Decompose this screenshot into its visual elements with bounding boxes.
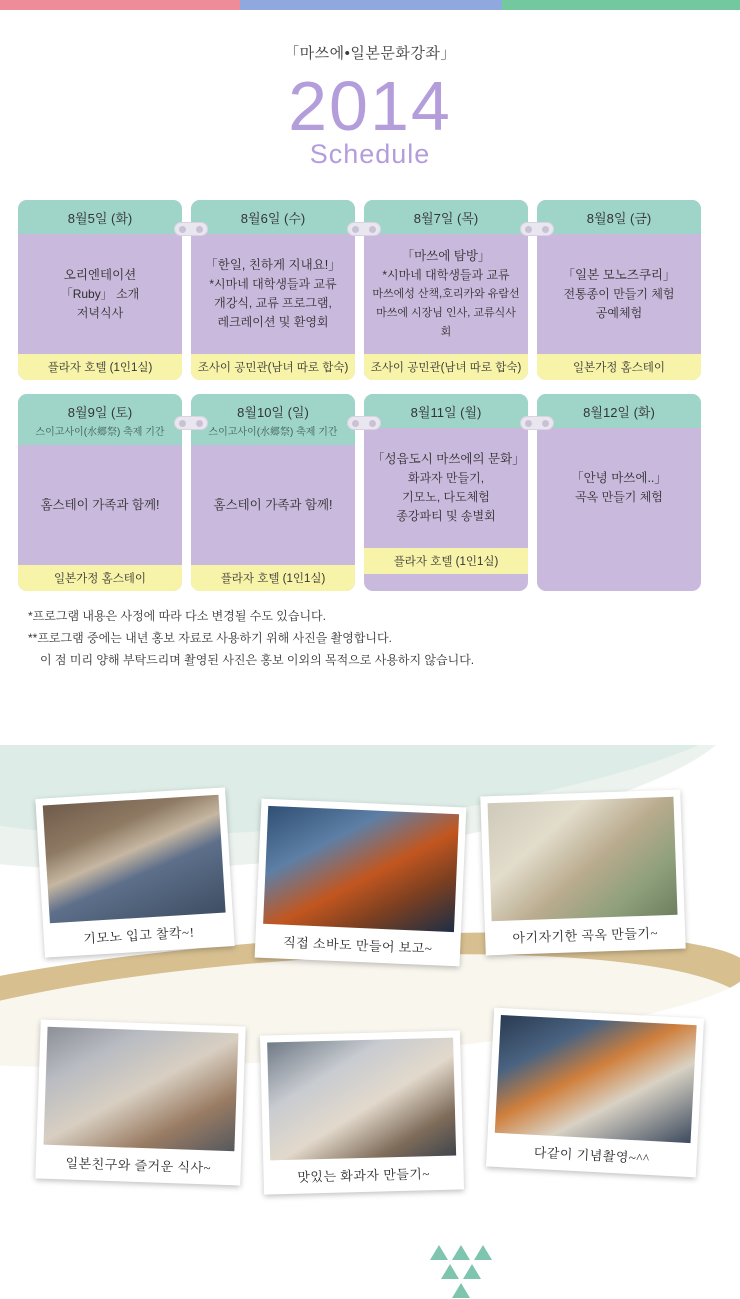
photo-card[interactable] [35,787,234,957]
schedule-card-body [18,445,182,565]
schedule-card[interactable] [18,394,182,591]
photo-caption: 기모노 입고 찰칵~! [82,924,195,947]
photo-caption: 아기자기한 곡옥 만들기~ [512,925,659,946]
schedule-card-body [191,445,355,565]
connector-pin [174,222,208,236]
schedule-line: 화과자 만들기, [407,471,485,485]
photo-image-meal [43,1027,238,1152]
photo-caption: 일본친구와 즐거운 식사~ [65,1155,212,1176]
schedule-card-body [537,428,701,548]
schedule-grid [0,200,740,591]
photo-card[interactable] [35,1019,245,1185]
connector-pin [347,222,381,236]
schedule-card-body [18,234,182,354]
schedule-card-header [191,200,355,234]
schedule-stay [537,548,701,574]
schedule-stay: 플라자 호텔 (1인1실) [191,565,355,591]
schedule-line: 오리엔테이션 [63,267,137,282]
connector-pin [520,222,554,236]
schedule-line: 종강파티 및 송별회 [396,509,496,523]
schedule-line: *시마네 대학생들과 교류 [209,277,337,291]
photo-image-soba [263,806,459,932]
schedule-line: 홈스테이 가족과 함께! [40,497,160,512]
photo-caption: 직접 소바도 만들어 보고~ [282,934,433,957]
schedule-date: 8월5일 (화) [67,211,133,226]
schedule-stay: 일본가정 홈스테이 [18,565,182,591]
photo-card[interactable] [486,1008,704,1178]
schedule-line: 전통종이 만들기 체험 [563,286,675,301]
photo-card[interactable] [480,790,685,956]
schedule-card-header [364,200,528,234]
schedule-date: 8월11일 (월) [410,405,482,420]
schedule-date: 8월8일 (금) [586,211,652,226]
schedule-line: 마쓰에성 산책,호리카와 유람선 [372,287,520,300]
connector-pin [347,416,381,430]
photo-image-kimono [43,795,226,924]
page-header [0,10,740,170]
schedule-card-header [537,200,701,234]
schedule-line: 마쓰에 시장님 인사, 교류식사회 [376,306,516,338]
schedule-date-note: 스이고사이(水郷祭) 축제 기간 [208,427,338,438]
photo-image-magatama [488,797,678,921]
schedule-line: 곡옥 만들기 체험 [575,490,663,504]
schedule-line: 「마쓰에 탐방」 [401,248,491,263]
schedule-line: 「한일, 친하게 지내요!」 [205,258,341,272]
schedule-line: 「성읍도시 마쓰에의 문화」 [372,452,525,466]
schedule-card-body [537,234,701,354]
schedule-row [18,394,722,591]
schedule-line: 「일본 모노즈쿠리」 [562,267,676,282]
schedule-line: *시마네 대학생들과 교류 [382,267,510,282]
photo-caption: 다같이 기념촬영~^^ [533,1144,650,1166]
schedule-date: 8월6일 (수) [240,211,306,226]
footnotes [28,605,740,671]
footnote-1: *프로그램 내용은 사정에 따라 다소 변경될 수도 있습니다. [28,609,326,623]
top-color-bars [0,0,740,10]
schedule-card[interactable] [18,200,182,380]
photo-card[interactable] [260,1030,464,1194]
schedule-line: 「안녕 마쓰에..」 [571,471,667,485]
schedule-card-header [537,394,701,428]
schedule-date: 8월7일 (목) [413,211,479,226]
photo-gallery [0,745,740,1299]
connector-pin [520,416,554,430]
schedule-card-body [191,234,355,354]
connector-pin [174,416,208,430]
schedule-card-header [364,394,528,428]
schedule-card-header [191,394,355,445]
schedule-date: 8월10일 (일) [237,405,309,420]
schedule-line: 레크레이션 및 환영회 [217,315,329,329]
schedule-row [18,200,722,380]
schedule-line: 저녁식사 [76,305,124,320]
schedule-card-header [18,200,182,234]
schedule-line: 홈스테이 가족과 함께! [213,497,333,512]
schedule-card[interactable] [364,200,528,380]
top-bar-pink [0,0,240,10]
footnote-2: **프로그램 중에는 내년 홍보 자료로 사용하기 위해 사진을 촬영합니다. [28,631,392,645]
schedule-stay: 조사이 공민관(남녀 따로 합숙) [191,354,355,380]
schedule-line: 「Ruby」 소개 [60,286,140,301]
schedule-stay: 조사이 공민관(남녀 따로 합숙) [364,354,528,380]
footnote-3: 이 점 미리 양해 부탁드리며 촬영된 사진은 홍보 이외의 목적으로 사용하지 않습니다. [40,653,475,667]
header-subtitle: 「마쓰에•일본문화강좌」 [284,45,456,62]
photo-caption: 맛있는 화과자 만들기~ [297,1166,431,1185]
schedule-card[interactable] [537,200,701,380]
decor-triangles [430,1245,540,1299]
schedule-line: 공예체험 [595,305,643,320]
schedule-stay: 플라자 호텔 (1인1실) [18,354,182,380]
header-year: 2014 [288,67,452,145]
schedule-stay: 플라자 호텔 (1인1실) [364,548,528,574]
schedule-date: 8월9일 (토) [67,405,133,420]
photo-image-wagashi [267,1038,456,1161]
schedule-card[interactable] [191,200,355,380]
top-bar-green [502,0,740,10]
schedule-card[interactable] [364,394,528,591]
schedule-line: 기모노, 다도체험 [402,490,490,504]
schedule-stay: 일본가정 홈스테이 [537,354,701,380]
photo-image-group [495,1015,697,1143]
schedule-card-body [364,428,528,548]
schedule-card-body [364,234,528,354]
photo-card[interactable] [255,799,467,967]
schedule-card-header [18,394,182,445]
schedule-date-note: 스이고사이(水郷祭) 축제 기간 [35,427,165,438]
schedule-card[interactable] [537,394,701,591]
schedule-card[interactable] [191,394,355,591]
schedule-line: 개강식, 교류 프로그램, [214,296,332,310]
schedule-date: 8월12일 (화) [583,405,655,420]
header-schedule-label: Schedule [309,139,431,169]
top-bar-blue [240,0,502,10]
